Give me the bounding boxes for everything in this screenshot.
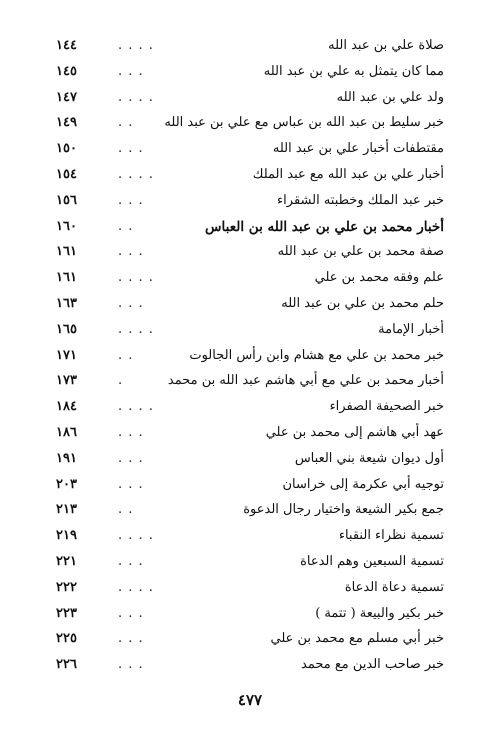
page-number: ١٦٠ bbox=[56, 218, 77, 234]
dot-leader: . . . . bbox=[118, 89, 154, 105]
dot-leader: . . . bbox=[118, 141, 144, 157]
page-number: ٢٢١ bbox=[56, 553, 77, 569]
table-of-contents bbox=[0, 34, 500, 679]
page-number: ٢٢٥ bbox=[56, 631, 77, 647]
dot-leader: . . . . bbox=[118, 321, 154, 337]
dot-leader: . . . bbox=[118, 631, 144, 647]
entry-title: جمع بكير الشيعة واختيار رجال الدعوة bbox=[243, 502, 444, 518]
entry-title: مقتطفات أخبار علي بن عبد الله bbox=[272, 141, 444, 157]
entry-title: توجيه أبي عكرمة إلى خراسان bbox=[282, 476, 444, 492]
page-number: ٢٢٦ bbox=[56, 657, 77, 673]
entry-title: تسمية دعاة الدعاة bbox=[344, 579, 444, 595]
entry-title: خبر عبد الملك وخطبته الشقراء bbox=[277, 192, 444, 208]
entry-title: عهد أبي هاشم إلى محمد بن علي bbox=[265, 424, 444, 440]
dot-leader: . . . bbox=[118, 192, 144, 208]
page-number: ١٨٦ bbox=[56, 424, 77, 440]
folio-page-number: ٤٧٧ bbox=[237, 691, 263, 709]
dot-leader: . . . . bbox=[118, 399, 154, 415]
page-number: ١٤٧ bbox=[56, 89, 77, 105]
dot-leader: . . . . bbox=[118, 270, 154, 286]
dot-leader: . . . bbox=[118, 553, 144, 569]
page-number: ١٦١ bbox=[56, 244, 77, 260]
page-number: ١٥٤ bbox=[56, 166, 77, 182]
dot-leader: . . . . bbox=[118, 579, 154, 595]
dot-leader: . . . . bbox=[118, 166, 154, 182]
toc-entry bbox=[0, 86, 500, 112]
dot-leader: . bbox=[118, 373, 124, 389]
page-number: ١٤٤ bbox=[56, 38, 77, 53]
entry-title: علم وفقه محمد بن علي bbox=[314, 270, 444, 286]
toc-entry bbox=[0, 163, 500, 189]
dot-leader: . . . bbox=[118, 424, 144, 440]
toc-entry-heading bbox=[0, 215, 500, 241]
toc-entry bbox=[0, 421, 500, 447]
toc-entry bbox=[0, 498, 500, 524]
dot-leader: . . . . bbox=[118, 528, 154, 544]
dot-leader: . . . bbox=[118, 295, 144, 311]
page-number: ١٤٥ bbox=[56, 63, 77, 79]
toc-entry bbox=[0, 395, 500, 421]
dot-leader: . . . bbox=[118, 476, 144, 492]
toc-entry bbox=[0, 369, 500, 395]
dot-leader: . . . bbox=[118, 63, 144, 79]
toc-entry bbox=[0, 447, 500, 473]
toc-entry bbox=[0, 60, 500, 86]
entry-title: خبر بكير والبيعة ( تتمة ) bbox=[315, 605, 444, 621]
page-number: ٢٠٣ bbox=[56, 476, 77, 492]
toc-entry bbox=[0, 344, 500, 370]
entry-title: تسمية السبعين وهم الدعاة bbox=[300, 553, 444, 569]
toc-entry bbox=[0, 292, 500, 318]
entry-title: مما كان يتمثل به علي بن عبد الله bbox=[263, 63, 444, 79]
entry-title: أخبار علي بن عبد الله مع عبد الملك bbox=[252, 166, 444, 182]
toc-entry bbox=[0, 473, 500, 499]
page-number: ١٨٤ bbox=[56, 399, 77, 415]
dot-leader: . . . bbox=[118, 605, 144, 621]
entry-title: خبر محمد بن علي مع هشام وابن رأس الجالوت bbox=[189, 347, 444, 363]
toc-entry bbox=[0, 266, 500, 292]
entry-title: أخبار محمد بن علي مع أبي هاشم عبد الله بن محمد bbox=[167, 373, 444, 389]
page-number: ١٧٣ bbox=[56, 373, 77, 389]
entry-title: صلاة علي بن عبد الله bbox=[328, 38, 444, 53]
entry-title: خبر صاحب الدين مع محمد bbox=[301, 657, 444, 673]
dot-leader: . . . bbox=[118, 657, 144, 673]
toc-entry bbox=[0, 240, 500, 266]
page-number: ١٥٦ bbox=[56, 192, 77, 208]
toc-entry bbox=[0, 137, 500, 163]
entry-title: خبر أبي مسلم مع محمد بن علي bbox=[270, 631, 444, 647]
page-number: ٢١٣ bbox=[56, 502, 77, 518]
page-number: ٢٢٣ bbox=[56, 605, 77, 621]
page-number: ١٦١ bbox=[56, 270, 77, 286]
toc-entry bbox=[0, 576, 500, 602]
dot-leader: . . bbox=[118, 115, 134, 131]
page-number: ١٦٣ bbox=[56, 295, 77, 311]
entry-title: صفة محمد بن علي بن عبد الله bbox=[277, 244, 444, 260]
toc-entry bbox=[0, 602, 500, 628]
entry-title: خبر سليط بن عبد الله بن عباس مع علي بن عبد الله bbox=[164, 115, 444, 131]
page-number: ١٤٩ bbox=[56, 115, 77, 131]
dot-leader: . . bbox=[118, 218, 134, 234]
toc-entry bbox=[0, 318, 500, 344]
entry-title: أخبار الإمامة bbox=[378, 321, 444, 337]
dot-leader: . . . bbox=[118, 244, 144, 260]
dot-leader: . . bbox=[118, 347, 134, 363]
dot-leader: . . . . bbox=[118, 38, 154, 53]
page-number: ٢١٩ bbox=[56, 528, 77, 544]
toc-entry bbox=[0, 111, 500, 137]
toc-entry bbox=[0, 189, 500, 215]
toc-entry bbox=[0, 550, 500, 576]
toc-entry bbox=[0, 34, 500, 60]
page-number: ٢٢٢ bbox=[56, 579, 77, 595]
entry-title: تسمية نظراء النقباء bbox=[338, 528, 444, 544]
toc-entry bbox=[0, 653, 500, 679]
entry-title: ولد علي بن عبد الله bbox=[336, 89, 444, 105]
entry-title: أخبار محمد بن علي بن عبد الله بن العباس bbox=[205, 218, 444, 235]
toc-entry bbox=[0, 627, 500, 653]
entry-title: خبر الصحيفة الصفراء bbox=[329, 399, 444, 415]
toc-entry bbox=[0, 524, 500, 550]
page-number: ١٧١ bbox=[56, 347, 77, 363]
dot-leader: . . . bbox=[118, 450, 144, 466]
entry-title: حلم محمد بن علي بن عبد الله bbox=[281, 295, 444, 311]
page-number: ١٦٥ bbox=[56, 321, 77, 337]
dot-leader: . . bbox=[118, 502, 134, 518]
entry-title: أول ديوان شيعة بني العباس bbox=[294, 450, 444, 466]
page-number: ١٩١ bbox=[56, 450, 77, 466]
page-number: ١٥٠ bbox=[56, 141, 77, 157]
